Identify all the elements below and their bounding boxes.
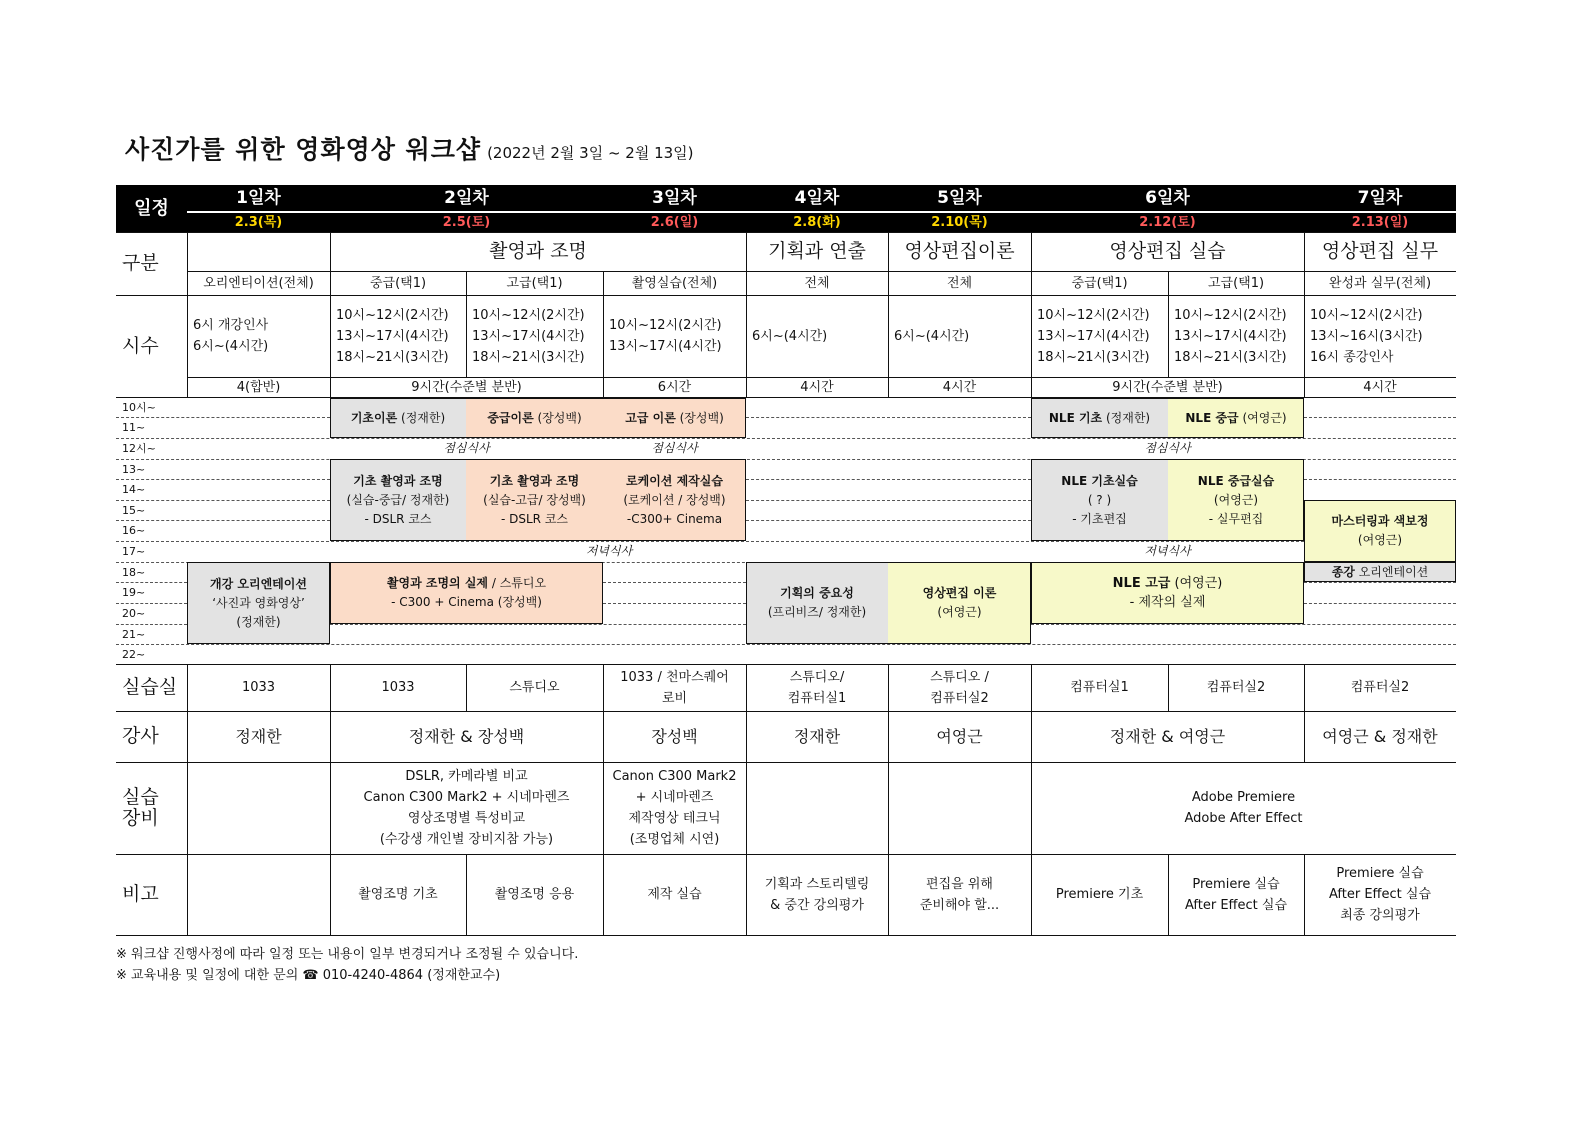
level-label: 오리엔티이션(전체): [203, 275, 314, 291]
hours-line: 13시~16시(3시간): [1310, 328, 1423, 344]
time-gridline: [1304, 582, 1456, 583]
grid-line: [116, 232, 1456, 233]
footnote: ※ 교육내용 및 일정에 대한 문의 ☎ 010-4240-4864 (정재한교수): [116, 968, 501, 983]
date-label: 2.13(일): [1304, 211, 1456, 232]
time-gridline: [116, 438, 1456, 439]
hours-line: 10시~12시(2시간): [609, 318, 722, 333]
equipment-line: 영상조명별 특성비교: [407, 811, 526, 826]
equipment-cell: [603, 762, 746, 854]
block-subtitle: 오리엔테이션: [1358, 564, 1429, 579]
equipment-cell: [1031, 762, 1456, 854]
date-label: 2.3(목): [187, 211, 330, 232]
time-label: 14~: [122, 483, 146, 496]
day-header: 3일차: [603, 185, 746, 211]
time-gridline: [1304, 417, 1456, 418]
block-line: - 실무편집: [1208, 511, 1264, 526]
period-text: (2022년 2월 3일 ~ 2월 13일): [487, 144, 694, 162]
time-gridline: [116, 582, 187, 583]
room-cell: 스튜디오: [509, 680, 560, 695]
time-gridline: [116, 644, 1456, 645]
instructor-cell: 정재한 & 장성백: [408, 727, 525, 746]
hours-line: 13시~17시(4시간): [609, 339, 722, 354]
equipment-line: Canon C300 Mark2 + 시네마렌즈: [363, 790, 570, 805]
block-title: 마스터링과 색보정: [1331, 514, 1429, 528]
remark-line: 기획과 스토리텔링: [764, 876, 870, 892]
day-header: 2일차: [330, 185, 603, 211]
equipment-line: 제작영상 테크닉: [628, 811, 721, 826]
level-label: 중급(택1): [1071, 275, 1128, 291]
block-title: 기초이론: [350, 410, 398, 425]
grid-line: [1031, 232, 1032, 397]
time-label: 18~: [122, 565, 146, 579]
lunch-label: 점심식사: [1144, 441, 1191, 455]
hours-line: 18시~21시(3시간): [336, 349, 449, 365]
block-line: - DSLR 코스: [500, 511, 569, 526]
block-title: 중급이론: [487, 410, 534, 425]
block-title: 촬영과 조명의 실제: [386, 576, 489, 590]
block-title: 영상편집 이론: [922, 586, 997, 600]
grid-line: [1031, 664, 1032, 935]
block-title: 기초 촬영과 조명: [353, 473, 443, 488]
hours-line: 10시~12시(2시간): [1037, 307, 1150, 323]
grid-line: [116, 711, 1456, 712]
block-line: (실습-중급/ 정재한): [346, 492, 450, 507]
room-cell: [888, 664, 1031, 711]
grid-line: [1168, 271, 1169, 377]
time-gridline: [116, 500, 330, 501]
schedule-table: [116, 185, 1479, 950]
label-line: 실습: [122, 786, 159, 808]
remark-cell: [1168, 854, 1304, 935]
level-label: 완성과 실무(전체): [1328, 275, 1432, 291]
remark-line: & 중간 강의평가: [770, 897, 864, 913]
block-title: NLE 중급실습: [1197, 473, 1275, 488]
grid-line: [466, 271, 467, 377]
time-gridline: [746, 500, 1031, 501]
block-line: (실습-고급/ 장성백): [483, 492, 586, 507]
time-label: 21~: [122, 627, 146, 641]
day-header: 5일차: [888, 185, 1031, 211]
hours-cell: [1304, 295, 1456, 377]
total-hours: 9시간(수준별 분반): [1112, 379, 1223, 395]
hours-cell: [466, 295, 603, 377]
date-label: 2.12(토): [1031, 211, 1304, 232]
block-title: 기초 촬영과 조명: [489, 473, 580, 488]
block-line: (로케이션 / 장성백): [623, 492, 726, 507]
room-cell: [603, 664, 746, 711]
remark-cell: Premiere 기초: [1055, 887, 1144, 902]
block-line: (여영근): [1213, 492, 1259, 507]
grid-line: [1304, 854, 1305, 935]
grid-line: [187, 664, 188, 935]
remark-cell: [1304, 854, 1456, 935]
block-border: [1031, 459, 1304, 541]
hours-line: 13시~17시(4시간): [472, 328, 585, 344]
block-line: (프리비즈/ 정재한): [767, 605, 867, 619]
time-label: 19~: [122, 586, 146, 599]
time-label: 12시~: [122, 442, 156, 455]
day-header: 1일차: [187, 185, 330, 211]
hours-line: 18시~21시(3시간): [1174, 349, 1287, 365]
hours-cell: 6시~(4시간): [894, 328, 970, 344]
equipment-line: Adobe Premiere: [1191, 790, 1296, 805]
instructor-cell: 여영근: [936, 727, 983, 746]
hours-line: 13시~17시(4시간): [1037, 328, 1150, 344]
block-title: 기획의 중요성: [780, 586, 854, 600]
date-label: 2.8(화): [746, 211, 888, 232]
total-hours: 4시간: [800, 379, 834, 395]
time-label: 11~: [122, 421, 146, 434]
day-header: 7일차: [1304, 185, 1456, 211]
block-title: NLE 중급: [1185, 410, 1239, 425]
footnote: ※ 워크샵 진행사정에 따라 일정 또는 내용이 일부 변경되거나 조정될 수 있습니다.: [116, 947, 579, 962]
room-line: 스튜디오/: [789, 669, 845, 685]
remark-line: 편집을 위해: [926, 876, 993, 892]
row-label-category: 구분: [122, 252, 159, 274]
grid-line: [1168, 854, 1169, 935]
equipment-line: Adobe After Effect: [1184, 811, 1303, 826]
label-line: 장비: [122, 807, 159, 829]
hours-line: 10시~12시(2시간): [1310, 307, 1423, 323]
time-label: 15~: [122, 503, 146, 517]
time-label: 22~: [122, 647, 146, 661]
dinner-label: 저녁식사: [1144, 544, 1191, 558]
time-label: 10시~: [122, 400, 156, 414]
category-edit-practice: 영상편집 실습: [1109, 240, 1226, 262]
block-line: ( ? ): [1087, 492, 1112, 507]
room-cell: 컴퓨터실2: [1206, 680, 1266, 695]
row-label-equipment: [116, 762, 187, 854]
time-gridline: [116, 417, 330, 418]
grid-line: [746, 232, 747, 397]
remark-line: After Effect 실습: [1328, 887, 1431, 902]
equipment-line: + 시네마렌즈: [635, 790, 714, 805]
block-subtitle: (장성백): [679, 410, 724, 425]
grid-line: [888, 232, 889, 397]
remark-cell: [888, 854, 1031, 935]
grid-line: [116, 295, 1456, 296]
time-gridline: [330, 624, 746, 625]
date-label: 2.6(일): [603, 211, 746, 232]
category-shoot: 촬영과 조명: [489, 240, 587, 262]
time-gridline: [1304, 603, 1456, 604]
block-border: [1031, 562, 1304, 624]
block-line: -C300+ Cinema: [626, 511, 723, 526]
time-gridline: [116, 541, 1304, 542]
block-subtitle: (여영근): [1242, 410, 1287, 425]
category-edit-theory: 영상편집이론: [904, 240, 1015, 262]
hours-line: 10시~12시(2시간): [1174, 307, 1287, 323]
grid-line: [603, 271, 604, 377]
grid-line: [187, 377, 1456, 378]
block-subtitle: (정재한): [1105, 410, 1151, 425]
hours-cell: [1031, 295, 1168, 377]
block-border: [1031, 398, 1304, 438]
block-line: - 기초편집: [1072, 511, 1127, 526]
grid-line: [466, 854, 467, 935]
instructor-cell: 정재한 & 여영근: [1109, 727, 1226, 746]
page-title: [125, 130, 694, 166]
remark-cell: 촬영조명 응용: [494, 887, 575, 902]
equipment-line: DSLR, 카메라별 비교: [405, 769, 528, 784]
row-label-notes: 비고: [122, 883, 159, 905]
level-label: 전체: [946, 275, 973, 291]
time-gridline: [746, 520, 1031, 521]
equipment-line: (조명업체 시연): [629, 832, 720, 847]
category-edit-work: 영상편집 실무: [1321, 240, 1439, 262]
room-cell: 컴퓨터실1: [1070, 680, 1129, 695]
level-label: 촬영실습(전체): [631, 275, 718, 291]
block-line: - C300 + Cinema (장성백): [391, 595, 542, 609]
block-title: 개강 오리엔테이션: [210, 576, 307, 591]
date-label: 2.5(토): [330, 211, 603, 232]
block-title: 고급 이론: [625, 410, 676, 425]
time-gridline: [746, 479, 1031, 480]
grid-line: [187, 271, 1456, 272]
instructor-cell: 장성백: [651, 727, 698, 746]
level-label: 고급(택1): [506, 275, 563, 291]
hours-line: 13시~17시(4시간): [1174, 328, 1287, 344]
block-border: [330, 562, 603, 624]
block-title: 로케이션 제작실습: [626, 473, 723, 488]
room-line: 스튜디오 /: [930, 669, 989, 685]
grid-line: [603, 377, 604, 397]
hours-cell: [330, 295, 466, 377]
block-subtitle: / 스튜디오: [491, 576, 547, 590]
time-label: 16~: [122, 524, 146, 537]
remark-cell: 제작 실습: [647, 887, 702, 902]
grid-line: [330, 232, 331, 397]
level-label: 전체: [804, 275, 830, 291]
room-line: 로비: [661, 690, 688, 706]
total-hours: 4(합반): [236, 379, 281, 395]
block-line: - DSLR 코스: [364, 511, 432, 526]
equipment-line: (수강생 개인별 장비지참 가능): [379, 832, 554, 847]
equipment-cell: [330, 762, 603, 854]
block-subtitle: (정재한): [401, 410, 446, 425]
total-hours: 4시간: [1363, 379, 1397, 395]
hours-line: 6시~(4시간): [193, 339, 269, 354]
block-title: NLE 고급: [1112, 576, 1171, 591]
lunch-label: 점심식사: [651, 441, 698, 455]
grid-line: [746, 664, 747, 935]
room-line: 1033 / 천마스퀘어: [620, 669, 729, 685]
footnotes: [116, 944, 578, 986]
block-title: NLE 기초: [1048, 410, 1103, 425]
date-label: 2.10(목): [888, 211, 1031, 232]
room-cell: 1033: [381, 680, 415, 695]
total-hours: 9시간(수준별 분반): [411, 379, 522, 395]
room-cell: [746, 664, 888, 711]
equipment-line: Canon C300 Mark2: [612, 769, 737, 784]
room-line: 컴퓨터실2: [930, 690, 989, 706]
row-label-room: 실습실: [122, 676, 178, 698]
grid-line: [187, 232, 188, 397]
lunch-label: 점심식사: [443, 441, 490, 455]
time-gridline: [1031, 624, 1456, 625]
block-title: 종강: [1331, 564, 1355, 579]
block-line: (여영근): [1357, 533, 1403, 547]
hours-line: 18시~21시(3시간): [1037, 349, 1150, 365]
level-label: 중급(택1): [369, 275, 427, 291]
instructor-cell: 정재한: [235, 727, 282, 746]
block-line: - 제작의 실제: [1129, 595, 1206, 610]
instructor-cell: 여영근 & 정재한: [1322, 727, 1438, 746]
hours-line: 10시~12시(2시간): [472, 307, 585, 323]
hours-line: 16시 종강인사: [1310, 349, 1394, 365]
block-line: (정재한): [236, 614, 281, 629]
grid-line: [116, 854, 1456, 855]
time-label: 20~: [122, 607, 146, 620]
grid-line: [116, 397, 1456, 398]
time-gridline: [116, 479, 330, 480]
time-label: 13~: [122, 462, 146, 476]
grid-line: [888, 664, 889, 935]
block-line: (여영근): [937, 605, 982, 619]
block-subtitle: (장성백): [537, 410, 582, 425]
time-gridline: [1304, 479, 1456, 480]
room-line: 컴퓨터실1: [787, 690, 847, 706]
grid-line: [1304, 664, 1305, 762]
block-line: ‘사진과 영화영상’: [212, 595, 305, 610]
time-gridline: [116, 624, 187, 625]
time-gridline: [746, 417, 1031, 418]
row-label-instructor: 강사: [122, 725, 159, 747]
grid-line: [116, 762, 1456, 763]
grid-line: [116, 664, 1456, 665]
hours-cell: [187, 295, 330, 377]
hours-line: 13시~17시(4시간): [336, 328, 449, 344]
day-header: 4일차: [746, 185, 888, 211]
block-border: [1304, 562, 1456, 582]
grid-line: [466, 664, 467, 711]
hours-line: 18시~21시(3시간): [472, 349, 585, 365]
time-gridline: [116, 520, 330, 521]
grid-line: [1168, 664, 1169, 711]
time-gridline: [603, 582, 746, 583]
block-border: [187, 562, 330, 644]
block-border: [746, 562, 1031, 644]
time-gridline: [116, 603, 187, 604]
level-label: 고급(택1): [1207, 275, 1265, 291]
title-text: 사진가를 위한 영화영상 워크샵: [125, 135, 482, 164]
total-hours: 6시간: [657, 379, 692, 395]
remark-line: After Effect 실습: [1184, 897, 1287, 913]
block-border: [330, 459, 746, 541]
day-header: 6일차: [1031, 185, 1304, 211]
time-label: 17~: [122, 545, 146, 558]
grid-line: [330, 664, 331, 935]
hours-cell: [1168, 295, 1304, 377]
block-subtitle: (여영근): [1174, 576, 1223, 591]
remark-line: Premiere 실습: [1336, 866, 1424, 881]
remark-line: Premiere 실습: [1192, 876, 1280, 892]
room-cell: 컴퓨터실2: [1350, 680, 1410, 695]
category-plan: 기획과 연출: [768, 240, 866, 262]
block-border: [1304, 500, 1456, 562]
total-hours: 4시간: [942, 379, 977, 395]
instructor-cell: 정재한: [793, 727, 841, 746]
grid-line: [116, 935, 1456, 936]
hours-line: 6시 개강인사: [193, 318, 269, 333]
remark-cell: 촬영조명 기초: [358, 887, 438, 902]
row-label-hours: 시수: [122, 334, 159, 357]
grid-line: [1304, 232, 1305, 397]
hours-cell: 6시~(4시간): [752, 328, 828, 344]
dinner-label: 저녁식사: [585, 544, 633, 558]
grid-line: [603, 664, 604, 935]
remark-cell: [746, 854, 888, 935]
hours-line: 10시~12시(2시간): [336, 307, 449, 323]
remark-line: 준비해야 할...: [919, 897, 1000, 913]
time-gridline: [603, 603, 746, 604]
remark-line: 최종 강의평가: [1340, 908, 1420, 923]
block-border: [330, 398, 746, 438]
hours-cell: [603, 295, 746, 377]
schedule-label: 일정: [116, 185, 187, 232]
room-cell: 1033: [241, 680, 276, 695]
block-title: NLE 기초실습: [1061, 473, 1138, 488]
